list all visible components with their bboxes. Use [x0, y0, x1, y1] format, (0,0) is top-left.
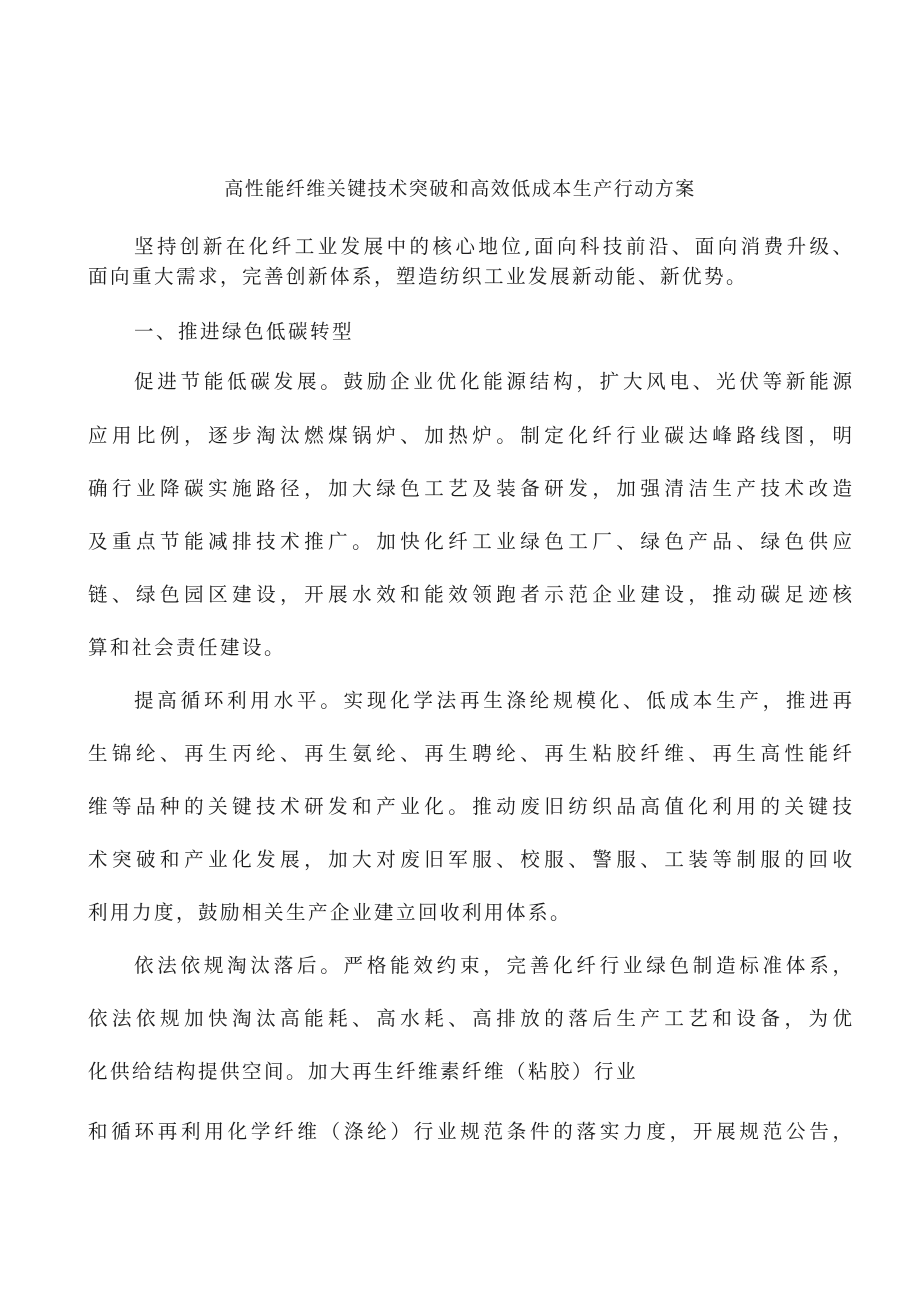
paragraph-line: 依法依规淘汰落后。严格能效约束，完善化纤行业绿色制造标准体系，: [134, 954, 852, 977]
paragraph-line: 促进节能低碳发展。鼓励企业优化能源结构，扩大风电、光伏等新能源: [134, 370, 852, 393]
paragraph-line: 确行业降碳实施路径，加大绿色工艺及装备研发，加强清洁生产技术改造: [88, 477, 852, 500]
paragraph-line: 和循环再利用化学纤维（涤纶）行业规范条件的落实力度，开展规范公告，: [88, 1120, 852, 1143]
paragraph-line: 依法依规加快淘汰高能耗、高水耗、高排放的落后生产工艺和设备，为优: [88, 1007, 852, 1030]
section-heading: 一、推进绿色低碳转型: [134, 320, 355, 343]
paragraph-line: 算和社会责任建设。: [88, 636, 287, 659]
paragraph-line: 生锦纶、再生丙纶、再生氨纶、再生聘纶、再生粘胶纤维、再生高性能纤: [88, 742, 852, 765]
paragraph-line: 及重点节能减排技术推广。加快化纤工业绿色工厂、绿色产品、绿色供应: [88, 530, 852, 553]
paragraph-line: 化供给结构提供空间。加大再生纤维素纤维（粘胶）行业: [88, 1060, 639, 1083]
paragraph-line: 坚持创新在化纤工业发展中的核心地位,面向科技前沿、面向消费升级、: [134, 235, 852, 258]
paragraph-line: 维等品种的关键技术研发和产业化。推动废旧纺织品高值化利用的关键技: [88, 795, 852, 818]
paragraph-line: 术突破和产业化发展，加大对废旧军服、校服、警服、工装等制服的回收: [88, 848, 852, 871]
paragraph-line: 链、绿色园区建设，开展水效和能效领跑者示范企业建设，推动碳足迹核: [88, 583, 852, 606]
paragraph-line: 提高循环利用水平。实现化学法再生涤纶规模化、低成本生产，推进再: [134, 689, 852, 712]
paragraph-line: 利用力度，鼓励相关生产企业建立回收利用体系。: [88, 901, 573, 924]
paragraph-line: 应用比例，逐步淘汰燃煤锅炉、加热炉。制定化纤行业碳达峰路线图，明: [88, 424, 852, 447]
paragraph-line: 面向重大需求，完善创新体系，塑造纺织工业发展新动能、新优势。: [88, 265, 749, 288]
document-title: 高性能纤维关键技术突破和高效低成本生产行动方案: [224, 178, 696, 200]
